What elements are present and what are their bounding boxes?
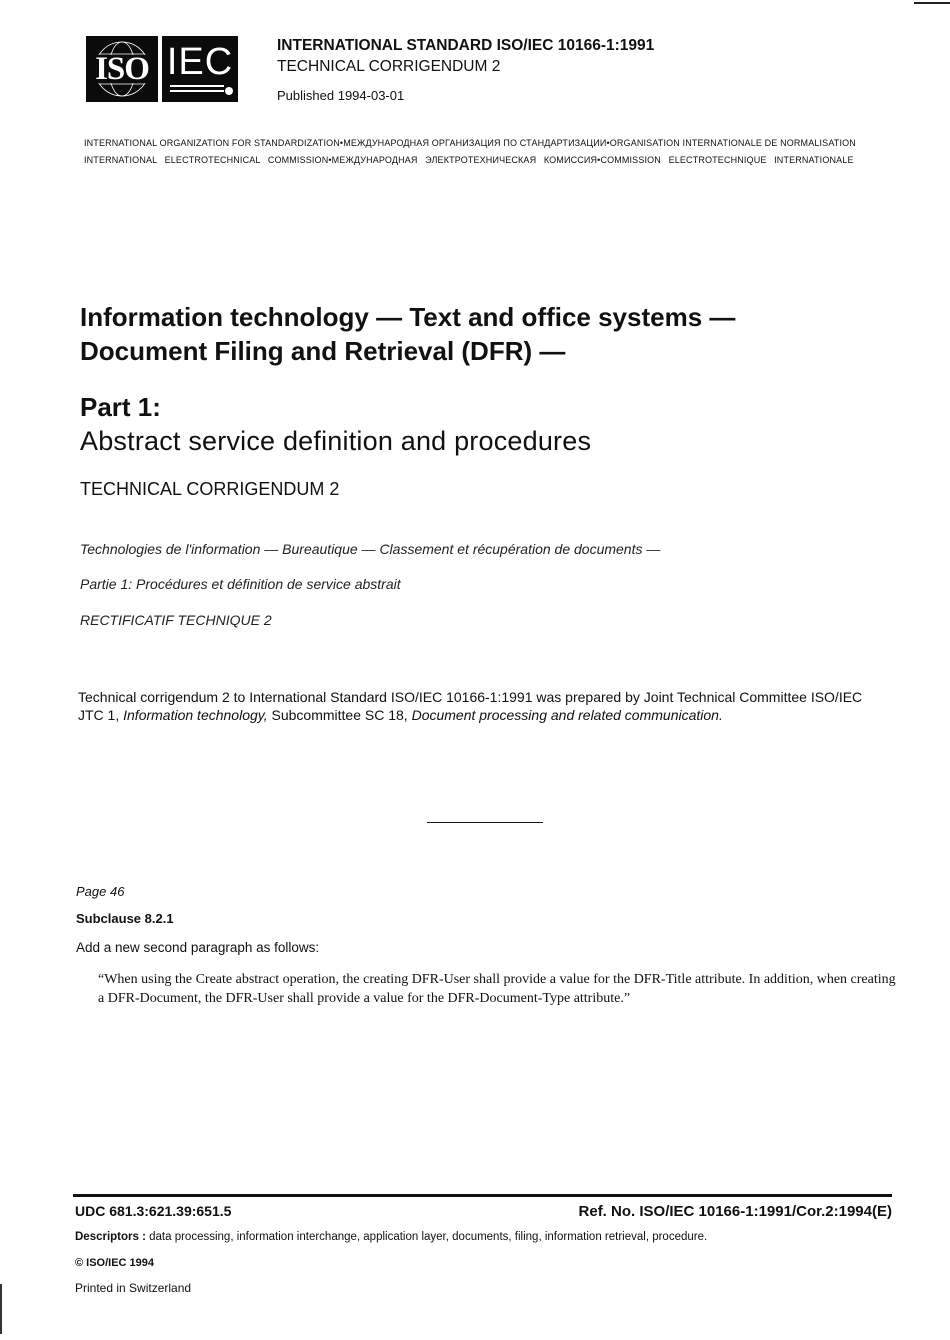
part-subtitle: Abstract service definition and procedures [80,426,592,456]
footer-divider [73,1194,892,1197]
iso-logo-text: ISO [95,51,149,87]
scan-edge-mark-left [0,1284,2,1334]
french-part: Partie 1: Procédures et définition de service abstrait [80,576,401,592]
french-title: Technologies de l'information — Bureautique — Classement et récupération de documents — [80,541,661,557]
standard-title: INTERNATIONAL STANDARD ISO/IEC 10166-1:1991 [277,37,655,54]
iec-underline-icon [162,36,238,102]
part-label: Part 1: [80,392,161,422]
subclause-reference: Subclause 8.2.1 [76,911,174,926]
intro-text-1: Technical corrigendum 2 to International Standard ISO/IEC 10166-1:1991 was prepared by Joint Technical Committee ISO/IEC JTC 1, [78,689,863,723]
document-title-line-1: Information technology — Text and office systems — [80,302,736,332]
printed-location: Printed in Switzerland [75,1281,192,1295]
udc-code: UDC 681.3:621.39:651.5 [75,1203,232,1219]
intro-italic-1: Information technology, [123,707,268,723]
organization-line-iec: INTERNATIONAL ELECTROTECHNICAL COMMISSION•МЕЖДУНАРОДНАЯ ЭЛЕКТРОТЕХНИЧЕСКАЯ КОМИССИЯ•COMMISSION ELECTROTECHNIQUE INTERNATIONALE [84,155,854,165]
iec-logo-text: IEC [166,41,234,83]
intro-italic-2: Document processing and related communication. [411,707,723,723]
descriptors-label: Descriptors : [75,1231,146,1243]
page-reference: Page 46 [76,884,125,899]
document-title [80,300,735,368]
scan-edge-mark [914,2,950,4]
french-corrigendum: RECTIFICATIF TECHNIQUE 2 [80,612,272,628]
descriptors [75,1230,707,1244]
section-divider [427,822,543,823]
amendment-instruction: Add a new second paragraph as follows: [76,940,320,955]
intro-text-2: Subcommittee SC 18, [267,707,412,723]
document-title-line-2: Document Filing and Retrieval (DFR) — [80,336,566,366]
iso-logo [86,36,158,102]
reference-number: Ref. No. ISO/IEC 10166-1:1991/Cor.2:1994(E) [578,1203,892,1220]
iec-logo [162,36,238,102]
corrigendum-title: TECHNICAL CORRIGENDUM 2 [277,58,501,75]
intro-paragraph [78,688,868,724]
copyright-notice: © ISO/IEC 1994 [75,1257,155,1269]
amendment-quote: “When using the Create abstract operation, the creating DFR-User shall provide a value for the DFR-Title attribute. In addition, when creating a DFR-Document, the DFR-User shall provide a value for the DFR-Document-Type attribute.” [98,972,896,1006]
published-date: Published 1994-03-01 [277,88,405,103]
descriptors-list: data processing, information interchange, application layer, documents, filing, information retrieval, procedure. [145,1231,708,1243]
corrigendum-subtitle: TECHNICAL CORRIGENDUM 2 [80,479,340,499]
organization-line-iso: INTERNATIONAL ORGANIZATION FOR STANDARDIZATION•МЕЖДУНАРОДНАЯ ОРГАНИЗАЦИЯ ПО СТАНДАРТИЗАЦИИ•ORGANISATION INTERNATIONALE DE NORMALISATION [84,138,856,148]
